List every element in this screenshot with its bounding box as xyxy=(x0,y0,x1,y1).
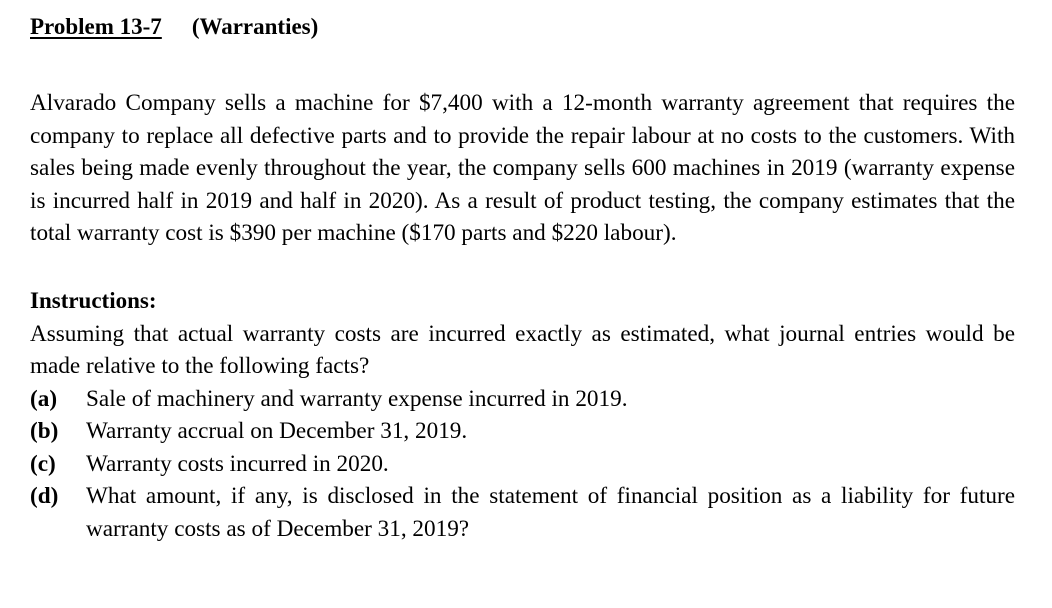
problem-header xyxy=(30,12,1015,42)
document-page xyxy=(30,12,1015,545)
instruction-item-d xyxy=(30,480,1015,545)
problem-title: (Warranties) xyxy=(191,14,319,39)
item-letter: (a) xyxy=(30,385,58,412)
problem-description: Alvarado Company sells a machine for $7,400 with a 12-month warranty agreement that requires the company to replace all defective parts and to provide the repair labour at no costs to the customers. With sales being made evenly throughout the year, the company sells 600 machines in 2019 (warranty expense is incurred half in 2019 and half in 2020). As a result of product testing, the company estimates that the total warranty cost is $390 per machine ($170 parts and $220 labour). xyxy=(30,90,1015,246)
item-text: Sale of machinery and warranty expense incurred in 2019. xyxy=(86,385,628,412)
item-text: Warranty costs incurred in 2020. xyxy=(86,450,389,477)
item-text: What amount, if any, is disclosed in the statement of financial position as a liability for future warranty costs as of December 31, 2019? xyxy=(86,483,1015,542)
instructions-intro: Assuming that actual warranty costs are incurred exactly as estimated, what journal entries would be made relative to the following facts? xyxy=(30,320,1015,379)
item-text: Warranty accrual on December 31, 2019. xyxy=(86,418,468,444)
instructions-list xyxy=(30,383,1015,546)
instruction-item-a xyxy=(30,383,1015,416)
instruction-item-c xyxy=(30,448,1015,481)
item-letter: (d) xyxy=(30,483,59,509)
item-letter: (b) xyxy=(30,418,59,444)
instruction-item-b xyxy=(30,415,1015,448)
instructions-heading: Instructions: xyxy=(30,287,157,313)
problem-number: Problem 13-7 xyxy=(30,14,162,39)
item-letter: (c) xyxy=(30,450,56,477)
